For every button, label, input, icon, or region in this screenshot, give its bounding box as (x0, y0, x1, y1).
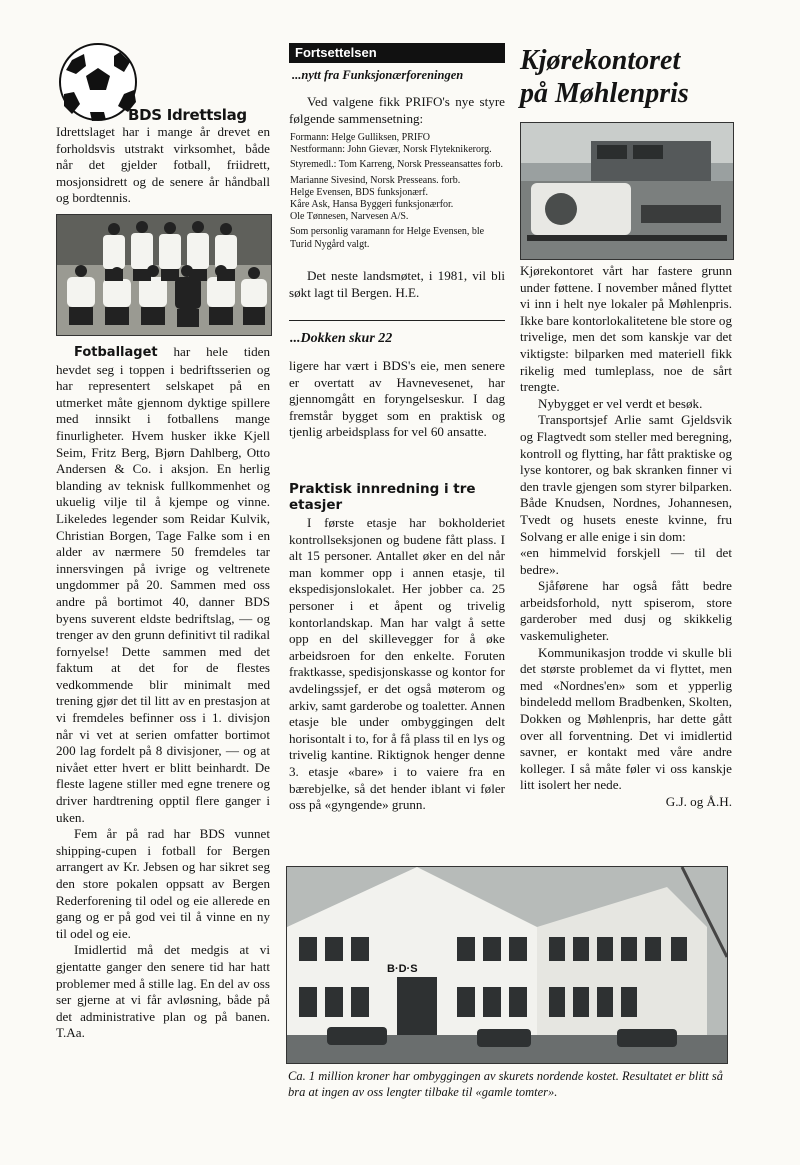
football-icon (58, 42, 138, 122)
continuation-banner: Fortsettelsen (289, 43, 505, 63)
football-lead: Fotballaget (74, 345, 158, 360)
union-subhead: ...nytt fra Funksjonærforeningen (292, 68, 464, 82)
dokken-heading: ...Dokken skur 22 (290, 331, 393, 346)
divider-line (289, 320, 505, 321)
building-sign: B·D·S (387, 963, 418, 975)
praktisk-text: I første etasje har bokholderiet kontrollseksjonen og budene fått plass. I alt 15 personer. Antallet øker en del når man kommer opp i annen etasje, til ekspedisjonslokalet. Her jobber ca. 25 personer i et åpent og trivelig kontorlandskap. Man har valgt å sette opp en del skillevegger for å øke arbeidsroen for den enkelte. Foruten fraktkasse, spedisjonskasse og kontor for avdelingssjef, er det også møterom og arkiv, samt garderobe og toaletter. Annen etasje ble under ombyggingen delt horisontalt i to, for å få plass til en lys og trivelig kantine. Riktignok henger denne 3. etasje «bare» i to vaiere fra en bærebjelke, så det hender iblant vi føler oss på «gyngende» grunn. (289, 515, 505, 813)
building-photo (286, 866, 728, 1064)
board-list: Formann: Helge Gulliksen, PRIFO Nestformann: John Gievær, Norsk Flyteknikerorg. Styremedl.: Tom Karreng, Norsk Presseansattes forb. Marianne Sivesind, Norsk Presseans. forb. Helge Evensen, BDS funksjonærf. Kåre Ask, Hansa Byggeri funksjonærfor. Ole Tønnesen, Narvesen A/S. Som personlig varamann for Helge Evensen, ble Turid Nygård valgt. (290, 132, 503, 250)
union-intro: Ved valgene fikk PRIFO's nye styre følgende sammensetning: (289, 94, 505, 126)
sports-club-intro: Idrettslaget har i mange år drevet en forholdsvis utstrakt virksomhet, både når det gjelder fotball, friidrett, mosjonsidrett og de senere år håndball og bordtennis. (56, 124, 270, 206)
praktisk-heading: Praktisk innredning i tre etasjer (289, 481, 476, 513)
football-article: Fotballaget har hele tiden hevdet seg i toppen i bedriftsserien og har representert selskapet på en utmerket måte gjennom dyktige spillere med innsikt i fotballens mange finurligheter. Hvem husker ikke Kjell Seim, Fritz Berg, Bjørn Dahlberg, Otto Andersen & Co. i aksjon. En herlig blanding av teknisk fullkommenhet og ukuelig vilje til å kjempe og vinne. Likeledes legender som Reidar Kulvik, Christian Borgen, Tage Falke som i en alder av nærmere 50 fremdeles tar innersvingen på ivrige og veltrenete ungdommer på 20. Sammen med oss andre på bortimot 40, danner BDS byens suverent eldste bedriftslag, — og trenger av den grunn definitivt til radikal fornyelse! Dette sammen med det faktum at det for de flestes vedkommende blir minimalt med trening gjør det til litt av en prestasjon at vi fremdeles befinner oss i 1. divisjon når vi vet at serien omfatter bortimot 200 lag fordelt på 8 divisjoner, — og at nivået etter hvert er blitt beinhardt. De fleste lagene stiller med egne trenere og driver hardtrening opptil flere ganger i uken. Fem år på rad har BDS vunnet shipping-cupen i fotball for Bergen arrangert av Kr. Jebsen og har sikret seg den store pokalen oppsatt av Bergen Rederforening til odel og eie allerede en gang og er på god vei til å vinne en ny til odel og eie. Imidlertid må det medgis at vi gjentatte ganger den senere tid har hatt problemer med å stille lag. En del av oss ser gjerne at vi får avløsning, både på det administrative plan og på banen. T.Aa. (56, 344, 270, 1041)
dokken-text: ligere har vært i BDS's eie, men senere er overtatt av Havnevesenet, har gjennomgått en foryngelseskur. I dag fremstår bygget som en praktisk og tjenlig arbeidsplass for vel 60 ansatte. (289, 358, 505, 440)
article-title: Kjørekontoret på Møhlenpris (520, 45, 689, 109)
football-team-photo (56, 214, 272, 336)
garage-article: Kjørekontoret vårt har fastere grunn under føttene. I november måned flyttet vi inn i helt nye lokaler på Møhlenpris. Ikke bare kontorlokalitetene ble store og trivelige, men det som kanskje var det viktigste: bilparken med materiell fikk rikelig med tumleplass, noe de sårt trengte. Nybygget er vel verdt et besøk. Transportsjef Arlie samt Gjeldsvik og Flagtvedt som steller med beregning, kontroll og flytting, har fått praktiske og lyse kontorer, og bak skranken finner vi den travle gjengen som styrer bilparken. Både Knudsen, Nordnes, Johannesen, Tvedt og husets eneste kvinne, fru Solvang er alle enige i sin dom: «en himmelvid forskjell — til det bedre». Sjåførene har også fått bedre arbeidsforhold, nytt spiserom, store garderober med dusj og skikkelig vaskemuligheter. Kommunikasjon trodde vi skulle bli det største problemet da vi flyttet, men med «Nordnes'en» som et ypperlig bindeledd mellom Bradbenken, Skolten, Dokken og Møhlenpris, har dette gått over all forventning. Det vi imidlertid savner, er kontakt med våre andre kolleger. I så måte føler vi oss kanskje litt isolert her nede. G.J. og Å.H. (520, 263, 732, 809)
garage-photo (520, 122, 734, 260)
photo-caption: Ca. 1 million kroner har ombyggingen av skurets nordende kostet. Resultatet er blitt så bra at ingen av oss lengter tilbake til «gamle tomter». (288, 1069, 724, 1099)
sports-club-heading: BDS Idrettslag (128, 106, 247, 124)
landsmote-text: Det neste landsmøtet, i 1981, vil bli søkt lagt til Bergen. H.E. (289, 268, 505, 300)
